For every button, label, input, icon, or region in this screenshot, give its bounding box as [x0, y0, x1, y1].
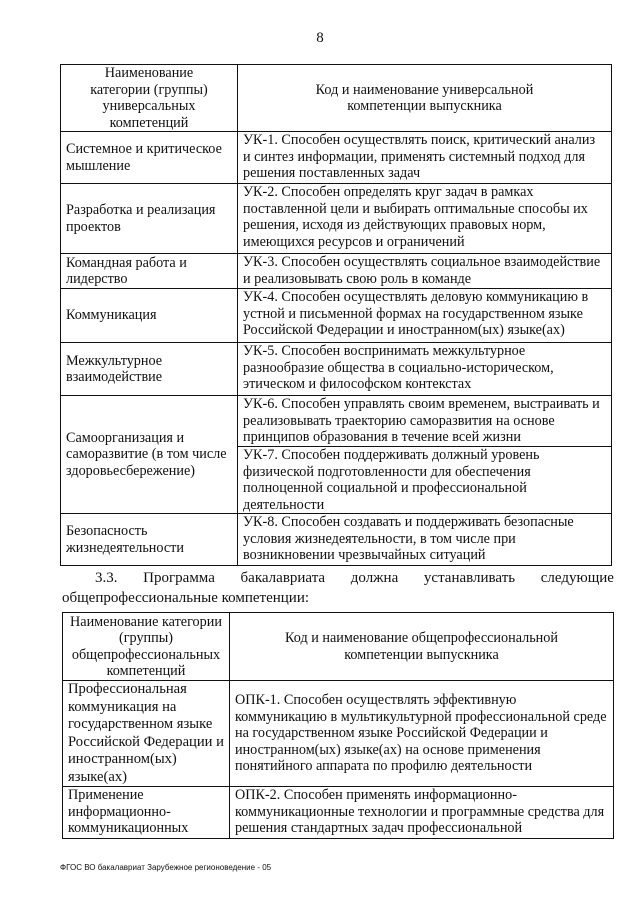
row-competence: УК-2. Способен определять круг задач в рамках поставленной цели и выбирать оптимальные способы их решения, исходя из действующих правовых норм, имеющихся ресурсов и ограничений: [238, 184, 612, 254]
paragraph-line-2: общепрофессиональные компетенции:: [62, 590, 310, 606]
page-number: 8: [316, 30, 324, 46]
row-competence: ОПК-1. Способен осуществлять эффективную коммуникацию в мультикультурной профессиональной среде на государственном языке Российской Федерации и иностранном(ых) языке(ах) на основе применения понятийного аппарата по профилю деятельности: [230, 681, 614, 787]
general-professional-competencies-table: [62, 612, 614, 839]
row-category: Межкультурное взаимодействие: [61, 343, 238, 396]
row-competence: УК-7. Способен поддерживать должный уровень физической подготовленности для обеспечения полноценной социальной и профессиональной деятельности: [238, 447, 612, 514]
row-competence: УК-8. Способен создавать и поддерживать безопасные условия жизнедеятельности, в том числе при возникновении чрезвычайных ситуаций: [238, 514, 612, 566]
table-row: [61, 289, 612, 343]
table-row: [63, 787, 614, 839]
row-category: Применение информационно-коммуникационных: [63, 787, 230, 839]
paragraph-word: следующие: [540, 570, 614, 586]
table-header-row: [63, 613, 614, 681]
row-category: Профессиональная коммуникация на государственном языке Российской Федерации и иностранном(ых) языке(ах): [63, 681, 230, 787]
table-header-row: [61, 65, 612, 132]
row-competence: УК-3. Способен осуществлять социальное взаимодействие и реализовывать свою роль в команде: [238, 254, 612, 289]
paragraph-word: бакалавриата: [240, 570, 326, 586]
table-row: [61, 396, 612, 447]
universal-competencies-table: [60, 64, 612, 566]
header-category: Наименование категории (группы) универсальных компетенций: [61, 65, 238, 132]
paragraph-line-1: [62, 568, 614, 588]
section-number: 3.3.: [95, 570, 118, 586]
row-competence: УК-1. Способен осуществлять поиск, критический анализ и синтез информации, применять системный подход для решения поставленных задач: [238, 132, 612, 184]
row-category: Безопасность жизнедеятельности: [61, 514, 238, 566]
row-category: Командная работа и лидерство: [61, 254, 238, 289]
table-row: [61, 184, 612, 254]
paragraph-word: Программа: [143, 570, 215, 586]
row-competence: УК-4. Способен осуществлять деловую коммуникацию в устной и письменной формах на государственном языке Российской Федерации и иностранном(ых) языке(ах): [238, 289, 612, 343]
section-paragraph: [62, 568, 614, 608]
table-row: [63, 681, 614, 787]
row-category: Коммуникация: [61, 289, 238, 343]
row-competence: УК-5. Способен воспринимать межкультурное разнообразие общества в социально-историческом, этическом и философском контекстах: [238, 343, 612, 396]
row-competence: ОПК-2. Способен применять информационно-коммуникационные технологии и программные средства для решения стандартных задач профессиональной: [230, 787, 614, 839]
table-row: [61, 254, 612, 289]
header-competence: Код и наименование общепрофессиональной компетенции выпускника: [230, 613, 614, 681]
row-category: Разработка и реализация проектов: [61, 184, 238, 254]
paragraph-word: устанавливать: [423, 570, 516, 586]
document-footer: ФГОС ВО бакалавриат Зарубежное регионоведение - 05: [60, 863, 272, 872]
row-category: Самоорганизация и саморазвитие (в том числе здоровьесбережение): [61, 396, 238, 514]
paragraph-word: должна: [350, 570, 399, 586]
row-category: Системное и критическое мышление: [61, 132, 238, 184]
row-competence: УК-6. Способен управлять своим временем, выстраивать и реализовывать траекторию саморазвития на основе принципов образования в течение всей жизни: [238, 396, 612, 447]
header-category: Наименование категории (группы) общепрофессиональных компетенций: [63, 613, 230, 681]
table-row: [61, 132, 612, 184]
header-competence: Код и наименование универсальной компетенции выпускника: [238, 65, 612, 132]
table-row: [61, 343, 612, 396]
table-row: [61, 514, 612, 566]
